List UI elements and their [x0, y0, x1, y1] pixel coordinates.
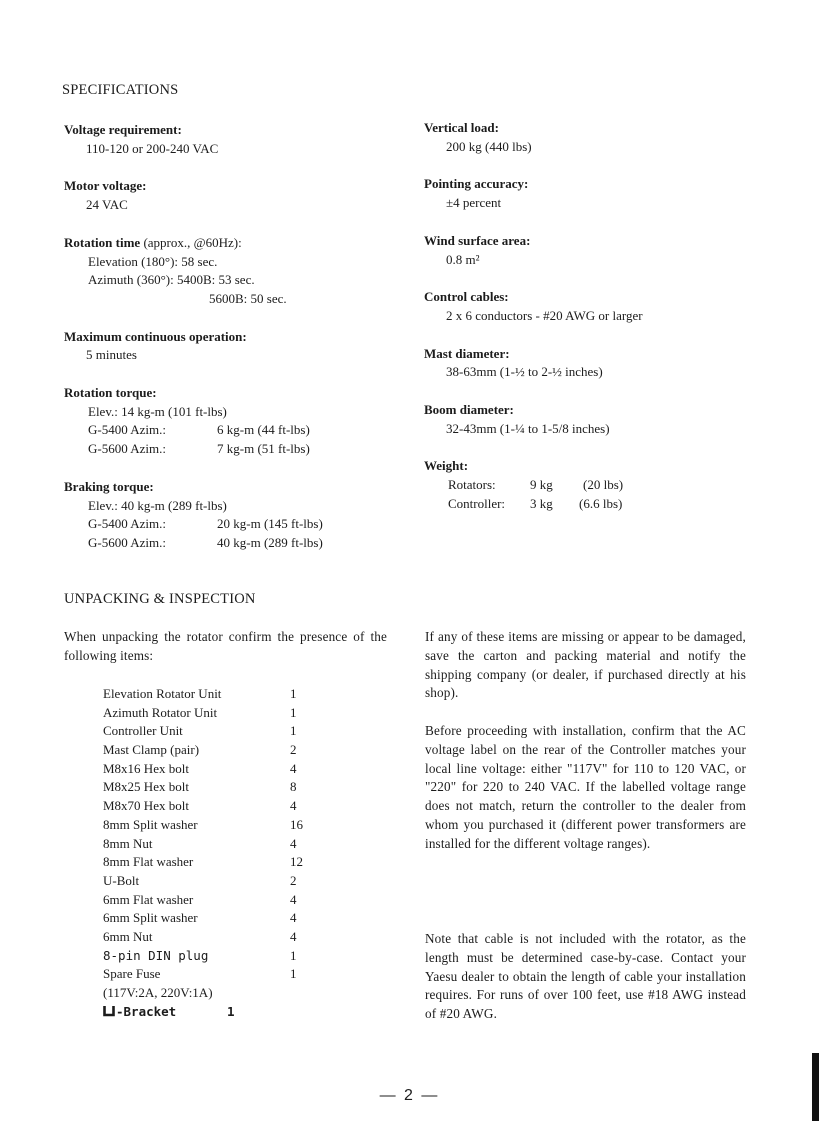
spec-vertical-load — [424, 119, 764, 156]
item-qty: 1 — [290, 686, 297, 701]
spec-line: Azimuth (360°): 5400B: 53 sec. — [88, 272, 255, 288]
weight-kg: 9 kg — [530, 477, 553, 493]
item-qty: 16 — [290, 816, 303, 832]
torque-name: Elev.: 14 kg-m (101 ft-lbs) — [88, 403, 227, 419]
paragraph-missing-items: If any of these items are missing or appear to be damaged, save the carton and packing material and notify the shipping company (or dealer, if purchased directly at his shop). — [425, 629, 746, 701]
item-qty: 1 — [290, 947, 297, 963]
item-name: Elevation Rotator Unit — [103, 686, 222, 701]
specs-left-column — [64, 121, 394, 572]
item-name: M8x16 Hex bolt — [103, 760, 189, 776]
torque-name: G-5600 Azim.: — [88, 534, 166, 550]
spec-label: Control cables: — [424, 289, 509, 305]
torque-row — [64, 403, 394, 422]
spec-label: Vertical load: — [424, 120, 499, 135]
torque-row — [64, 515, 394, 534]
torque-name: G-5400 Azim.: — [88, 422, 166, 438]
spec-value: 32-43mm (1-¼ to 1-5/8 inches) — [446, 420, 610, 436]
item-qty: 4 — [290, 798, 297, 814]
item-name: (117V:2A, 220V:1A) — [103, 985, 213, 1000]
spec-label: Motor voltage: — [64, 178, 147, 194]
item-name: -Bracket — [116, 1003, 177, 1019]
spec-value: 5 minutes — [86, 347, 137, 363]
spec-max-operation — [64, 328, 394, 365]
spec-braking-torque — [64, 478, 394, 553]
page-number: — 2 — — [379, 1087, 440, 1104]
item-qty: 4 — [290, 835, 297, 851]
torque-value: 40 kg-m (289 ft-lbs) — [217, 534, 323, 550]
weight-kg: 3 kg — [530, 495, 553, 511]
torque-value: 7 kg-m (51 ft-lbs) — [217, 441, 310, 457]
item-qty: 8 — [290, 779, 297, 795]
torque-row — [64, 440, 394, 459]
specs-right-column — [424, 119, 764, 533]
spec-value: 200 kg (440 lbs) — [446, 138, 532, 154]
spec-label: Voltage requirement: — [64, 122, 182, 137]
item-name: M8x25 Hex bolt — [103, 779, 189, 795]
spec-value: 2 x 6 conductors - #20 AWG or larger — [446, 307, 643, 323]
spec-value: 38-63mm (1-½ to 2-½ inches) — [446, 364, 603, 380]
spec-motor — [64, 177, 394, 214]
torque-name: Elev.: 40 kg-m (289 ft-lbs) — [88, 497, 227, 513]
spec-boom-diameter — [424, 401, 764, 438]
spec-label: Maximum continuous operation: — [64, 328, 247, 344]
spec-label: Weight: — [424, 458, 469, 474]
torque-name: G-5600 Azim.: — [88, 441, 166, 457]
item-name: 8-pin DIN plug — [103, 947, 209, 963]
item-name: 8mm Nut — [103, 835, 153, 851]
torque-row — [64, 497, 394, 516]
spec-label: Rotation time — [64, 234, 141, 250]
item-qty: 4 — [290, 891, 297, 907]
spec-label: Mast diameter: — [424, 345, 510, 361]
item-name: 6mm Split washer — [103, 910, 198, 926]
item-name: 8mm Split washer — [103, 816, 198, 832]
spec-mast-diameter — [424, 345, 764, 382]
spec-line: Elevation (180°): 58 sec. — [88, 253, 218, 269]
item-qty: 1 — [227, 1003, 235, 1019]
item-qty: 1 — [290, 723, 297, 739]
spec-label: Braking torque: — [64, 478, 154, 494]
spec-control-cables — [424, 288, 764, 325]
item-qty: 1 — [290, 704, 297, 720]
item-qty: 12 — [290, 854, 303, 870]
item-qty: 4 — [290, 910, 297, 926]
item-qty: 4 — [290, 760, 297, 776]
spec-pointing-accuracy — [424, 175, 764, 212]
spec-label: Pointing accuracy: — [424, 176, 529, 192]
paragraph-voltage-check: Before proceeding with installation, confirm that the AC voltage label on the rear of the Controller matches your local line voltage: either "117V" for 110 to 120 VAC, or "220" for 220 to 240 VAC. If the labelled voltage range does not match, return the controller to the dealer from whom you purchased it (different power transformers are installed for the different voltage ranges). — [425, 723, 746, 851]
item-qty: 2 — [290, 872, 297, 888]
paragraph-cable-note: Note that cable is not included with the rotator, as the length must be determined case-by-case. Contact your Yaesu dealer to obtain the length of cable your installation requires. For runs of over 100 feet, use #18 AWG instead of #20 AWG. — [425, 931, 746, 1022]
spec-weight — [424, 457, 764, 513]
weight-row — [424, 495, 764, 514]
torque-value: 6 kg-m (44 ft-lbs) — [217, 422, 310, 438]
scan-edge-mark — [812, 1053, 819, 1121]
spec-value: 24 VAC — [86, 197, 128, 213]
weight-row — [424, 476, 764, 495]
item-name: Spare Fuse — [103, 966, 161, 982]
item-name: Controller Unit — [103, 723, 183, 739]
spec-label: Wind surface area: — [424, 232, 531, 248]
item-name: U-Bolt — [103, 872, 140, 888]
unpacking-title: UNPACKING & INSPECTION — [64, 591, 256, 607]
spec-value: 110-120 or 200-240 VAC — [86, 140, 219, 156]
spec-rotation-torque — [64, 384, 394, 459]
item-name: Mast Clamp (pair) — [103, 742, 200, 758]
spec-label: Boom diameter: — [424, 402, 514, 418]
torque-row — [64, 534, 394, 553]
spec-voltage — [64, 121, 394, 158]
spec-wind-area — [424, 232, 764, 269]
item-name: 6mm Flat washer — [103, 891, 194, 907]
item-qty: 1 — [290, 966, 297, 982]
u-bracket-icon — [103, 1004, 115, 1023]
torque-name: G-5400 Azim.: — [88, 516, 166, 532]
spec-rotation-time — [64, 234, 394, 309]
weight-lbs: (6.6 lbs) — [579, 495, 623, 511]
spec-value: ±4 percent — [446, 195, 502, 211]
item-name: M8x70 Hex bolt — [103, 798, 189, 814]
weight-lbs: (20 lbs) — [583, 477, 624, 493]
unpacking-intro: When unpacking the rotator confirm the presence of the following items: — [64, 629, 387, 663]
spec-line: 5600B: 50 sec. — [209, 290, 287, 306]
torque-row — [64, 421, 394, 440]
spec-label: Rotation torque: — [64, 385, 157, 401]
item-name: Azimuth Rotator Unit — [103, 704, 218, 720]
item-qty: 4 — [290, 928, 297, 944]
weight-name: Controller: — [448, 495, 506, 511]
item-qty: 2 — [290, 742, 297, 758]
item-name: 6mm Nut — [103, 928, 153, 944]
item-name: 8mm Flat washer — [103, 854, 194, 870]
spec-value: 0.8 m² — [446, 251, 480, 267]
specifications-title: SPECIFICATIONS — [62, 82, 179, 98]
torque-value: 20 kg-m (145 ft-lbs) — [217, 516, 323, 532]
spec-label-note: (approx., @60Hz): — [143, 234, 242, 250]
weight-name: Rotators: — [448, 477, 496, 493]
